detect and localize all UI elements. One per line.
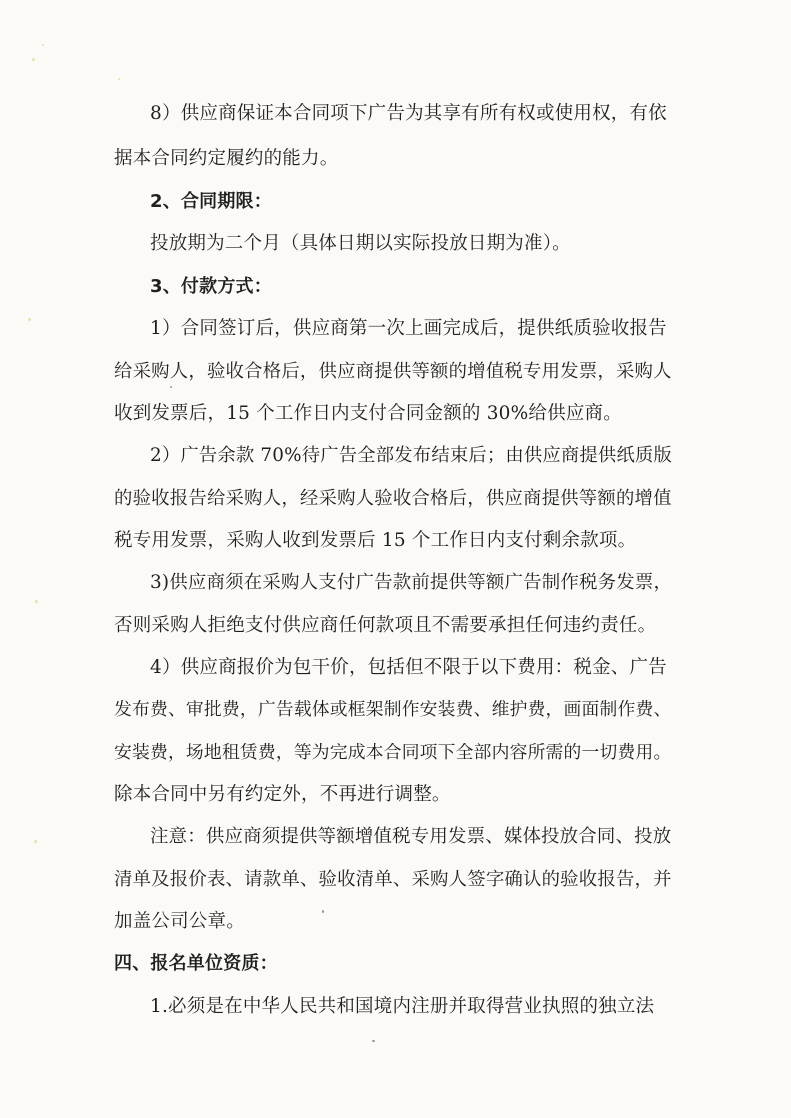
body-line: 注意：供应商须提供等额增值税专用发票、媒体投放合同、投放 — [150, 826, 672, 847]
section-heading: 四、报名单位资质： — [114, 953, 278, 974]
body-line: 据本合同约定履约的能力。 — [114, 148, 339, 169]
scan-speck — [32, 58, 35, 61]
body-line: 2）广告余款 70%待广告全部发布结束后；由供应商提供纸质版 — [150, 445, 672, 466]
body-line: 发布费、审批费，广告载体或框架制作安装费、维护费，画面制作费、 — [114, 699, 672, 720]
body-line: 的验收报告给采购人，经采购人验收合格后，供应商提供等额的增值 — [114, 488, 672, 509]
body-line: 加盖公司公章。 — [114, 911, 245, 932]
scan-speck — [322, 910, 324, 913]
scan-speck — [34, 840, 37, 843]
scan-speck — [28, 318, 31, 321]
scan-speck — [42, 44, 44, 46]
body-line: 1）合同签订后，供应商第一次上画完成后，提供纸质验收报告 — [150, 318, 667, 339]
body-line: 1.必须是在中华人民共和国境内注册并取得营业执照的独立法 — [150, 996, 655, 1017]
scan-speck — [372, 1040, 375, 1042]
body-line: 安装费，场地租赁费，等为完成本合同项下全部内容所需的一切费用。 — [114, 742, 672, 763]
body-line: 清单及报价表、请款单、验收清单、采购人签字确认的验收报告，并 — [114, 869, 672, 890]
body-line: 除本合同中另有约定外，不再进行调整。 — [114, 784, 451, 805]
body-line: 收到发票后，15 个工作日内支付合同金额的 30%给供应商。 — [114, 403, 622, 424]
scan-speck — [170, 386, 172, 388]
body-line: 否则采购人拒绝支付供应商任何款项且不需要承担任何违约责任。 — [114, 615, 657, 636]
scan-speck — [118, 78, 120, 80]
body-line: 税专用发票，采购人收到发票后 15 个工作日内支付剩余款项。 — [114, 530, 637, 551]
section-heading: 2、合同期限： — [150, 191, 272, 212]
body-line: 3)供应商须在采购人支付广告款前提供等额广告制作税务发票， — [150, 572, 673, 593]
body-line: 8）供应商保证本合同项下广告为其享有所有权或使用权，有依 — [150, 103, 667, 124]
body-line: 投放期为二个月（具体日期以实际投放日期为准）。 — [150, 233, 571, 254]
body-line: 4）供应商报价为包干价，包括但不限于以下费用：税金、广告 — [150, 657, 667, 678]
section-heading: 3、付款方式： — [150, 276, 272, 297]
body-line: 给采购人，验收合格后，供应商提供等额的增值税专用发票，采购人 — [114, 361, 672, 382]
scan-speck — [35, 600, 38, 603]
